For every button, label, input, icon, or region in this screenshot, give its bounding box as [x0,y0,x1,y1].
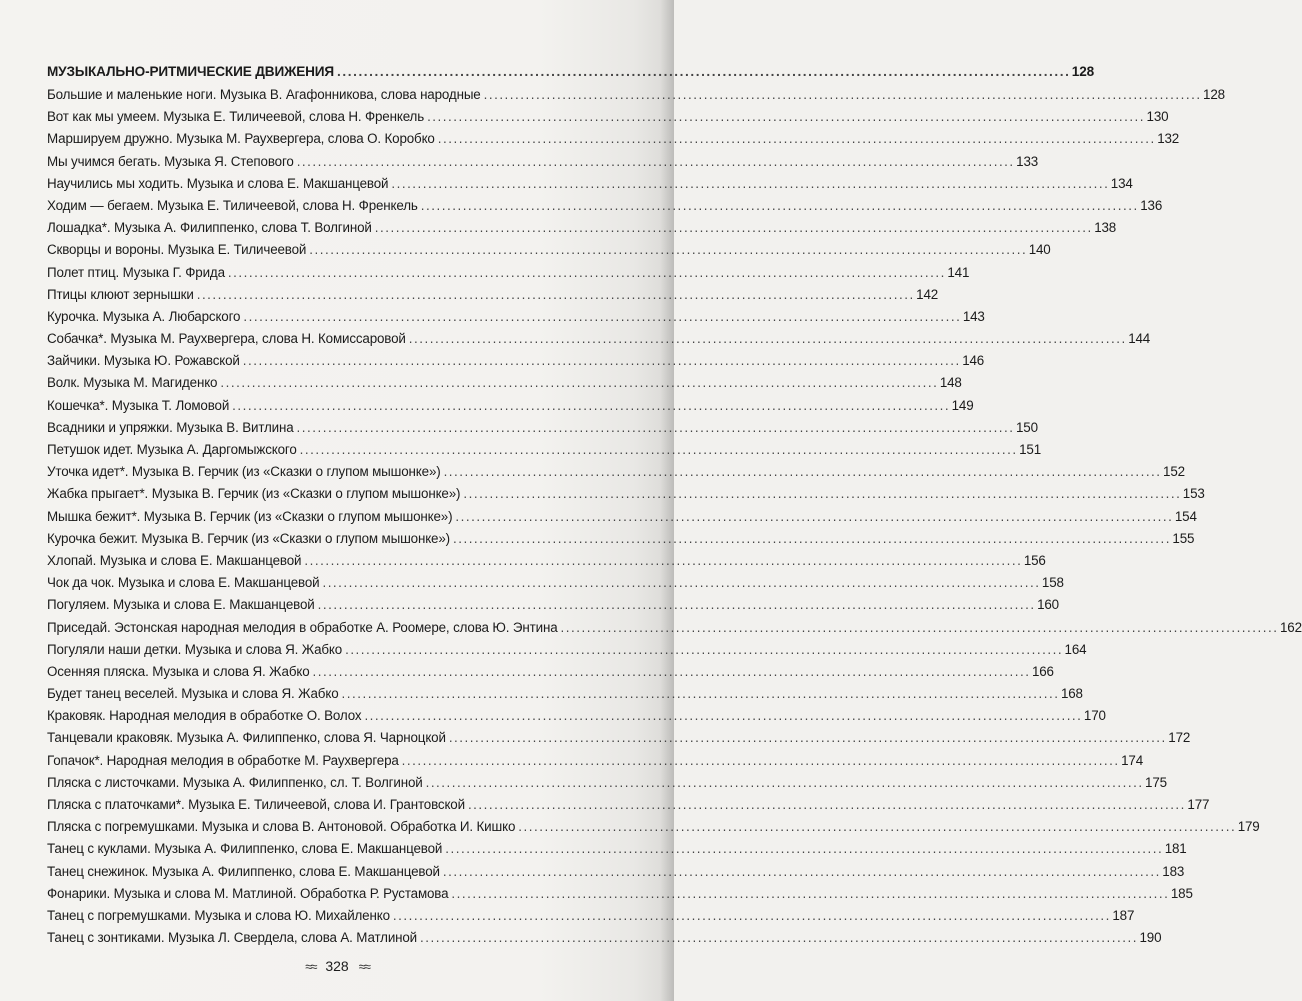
leader-dots [518,816,1233,838]
entry-title: Петушок идет. Музыка А. Даргомыжского [47,442,297,457]
leader-dots [297,417,1012,439]
entry-page-number: 133 [1016,153,1039,169]
entry-title: Осенняя пляска. Музыка и слова Я. Жабко [47,663,310,679]
toc-entry [47,372,962,394]
toc-entry [47,483,1205,505]
toc-entry [47,350,985,372]
entry-page-number: 162 [1279,619,1302,635]
toc-entry [47,151,1039,173]
entry-page-number: 150 [1016,419,1038,435]
leader-dots [243,306,958,328]
entry-title: Птицы клюют зернышки [47,286,194,302]
leader-dots [304,550,1019,572]
toc-entry [47,395,974,417]
toc-entry [47,772,1167,794]
entry-page-number: 128 [1203,87,1225,102]
entry-page-number: 153 [1182,486,1205,502]
entry-page-number: 168 [1060,686,1083,702]
entry-title: Танцевали краковяк. Музыка А. Филиппенко, слова Я. Чарноцкой [47,730,446,746]
leader-dots [318,594,1033,616]
entry-page-number: 142 [916,286,939,302]
leader-dots [438,128,1153,150]
toc-entry [47,128,1180,150]
entry-page-number: 155 [1172,530,1195,546]
entry-title: Пляска с платочками*. Музыка Е. Тиличеевой, слова И. Грантовской [47,797,465,812]
entry-page-number: 170 [1083,708,1106,724]
leader-dots [300,439,1015,461]
section-title: МУЗЫКАЛЬНО-РИТМИЧЕСКИЕ ДВИЖЕНИЯ [47,64,335,79]
leader-dots [197,284,912,306]
toc-entry [47,306,985,328]
toc-entry [47,106,1169,128]
leader-dots [232,395,947,417]
toc-entry [47,572,1064,594]
leader-dots [364,705,1079,727]
entry-title: Будет танец веселей. Музыка и слова Я. Жабко [47,686,339,702]
entry-page-number: 175 [1145,774,1167,790]
leader-dots [561,617,1276,639]
entry-page-number: 140 [1028,242,1051,258]
toc-entry [47,927,1162,949]
entry-title: Погуляли наши детки. Музыка и слова Я. Жабко [47,641,343,657]
entry-page-number: 144 [1128,331,1151,347]
entry-title: Гопачок*. Народная мелодия в обработке М. Раухвергера [47,752,399,768]
toc-entry [47,417,1038,439]
entry-title: Танец с зонтиками. Музыка Л. Свердела, слова А. Матлиной [47,930,418,946]
toc-entry [47,239,1051,261]
entry-page-number: 181 [1164,841,1187,857]
entry-title: Уточка идет*. Музыка В. Герчик (из «Сказки о глупом мышонке») [47,464,441,480]
entry-page-number: 154 [1174,508,1197,524]
entry-page-number: 143 [962,308,985,324]
entry-title: Маршируем дружно. Музыка М. Раухвергера, слова О. Коробко [47,131,435,147]
entry-title: Танец с куклами. Музыка А. Филиппенко, слова Е. Макшанцевой [47,841,443,857]
entry-page-number: 160 [1037,597,1059,613]
footer-ornament-right: ≈≈ [358,959,369,974]
leader-dots [243,350,958,372]
toc-entry [47,195,1163,217]
toc-entry [47,594,1059,616]
toc-entry [47,84,1225,106]
toc-entry [47,550,1046,572]
entry-page-number: 164 [1064,641,1087,657]
entry-page-number: 174 [1121,752,1144,768]
entry-page-number: 179 [1237,819,1260,835]
toc-entry [47,173,1133,195]
leader-dots [427,106,1142,128]
entry-title: Ходим — бегаем. Музыка Е. Тиличеевой, слова Н. Френкель [47,197,418,213]
leader-dots [455,506,1170,528]
toc-entry [47,705,1106,727]
toc-entry [47,528,1195,550]
leader-dots [463,483,1178,505]
leader-dots [375,217,1090,239]
entry-title: Краковяк. Народная мелодия в обработке О. Волох [47,708,362,724]
toc-entry [47,439,1042,461]
leader-dots [322,572,1037,594]
entry-title: Зайчики. Музыка Ю. Рожавской [47,353,240,369]
entry-page-number: 149 [951,397,974,413]
toc-entry [47,461,1185,483]
entry-title: Курочка бежит. Музыка В. Герчик (из «Сказки о глупом мышонке») [47,530,450,546]
table-of-contents [47,60,1302,949]
entry-page-number: 146 [962,353,985,369]
toc-entry [47,661,1054,683]
entry-page-number: 151 [1019,442,1042,457]
toc-entry [47,639,1087,661]
toc-section-heading [47,60,1095,84]
leader-dots [426,772,1141,794]
leader-dots [402,750,1117,772]
entry-title: Погуляем. Музыка и слова Е. Макшанцевой [47,597,315,613]
entry-page-number: 136 [1140,197,1163,213]
entry-page-number: 190 [1139,930,1162,946]
entry-title: Научились мы ходить. Музыка и слова Е. Макшанцевой [47,175,389,191]
leader-dots [449,727,1164,749]
leader-dots [453,528,1168,550]
toc-entry [47,727,1191,749]
leader-dots [421,195,1136,217]
toc-entry [47,750,1144,772]
entry-page-number: 156 [1023,552,1046,568]
entry-title: Пляска с листочками. Музыка А. Филиппенко, сл. Т. Волгиной [47,774,423,790]
entry-page-number: 185 [1170,885,1193,901]
entry-title: Скворцы и вороны. Музыка Е. Тиличеевой [47,242,307,258]
entry-page-number: 141 [947,264,970,280]
entry-page-number: 166 [1031,663,1054,679]
entry-title: Чок да чок. Музыка и слова Е. Макшанцевой [47,575,320,591]
leader-dots [313,661,1028,683]
toc-entry [47,328,1151,350]
entry-title: Танец с погремушками. Музыка и слова Ю. Михайленко [47,907,390,923]
toc-entry [47,683,1083,705]
toc-entry [47,284,939,306]
leader-dots [345,639,1060,661]
toc-entry [47,617,1302,639]
entry-page-number: 134 [1110,175,1133,191]
entry-title: Лошадка*. Музыка А. Филиппенко, слова Т. Волгиной [47,220,372,236]
entry-title: Приседай. Эстонская народная мелодия в обработке А. Роомере, слова Ю. Энтина [47,619,558,635]
entry-page-number: 172 [1168,730,1191,746]
page-footer [0,958,674,974]
entry-title: Мы учимся бегать. Музыка Я. Степового [47,153,294,169]
entry-page-number: 138 [1094,220,1117,236]
entry-title: Мышка бежит*. Музыка В. Герчик (из «Сказки о глупом мышонке») [47,508,453,524]
leader-dots [445,838,1160,860]
toc-entry [47,816,1260,838]
entry-title: Кошечка*. Музыка Т. Ломовой [47,397,230,413]
entry-title: Жабка прыгает*. Музыка В. Герчик (из «Сказки о глупом мышонке») [47,486,461,502]
entry-title: Вот как мы умеем. Музыка Е. Тиличеевой, слова Н. Френкель [47,109,425,125]
toc-entry [47,794,1210,816]
entry-title: Курочка. Музыка А. Любарского [47,308,241,324]
entry-title: Хлопай. Музыка и слова Е. Макшанцевой [47,552,302,568]
entry-title: Большие и маленькие ноги. Музыка В. Агафонникова, слова народные [47,87,481,102]
leader-dots [228,262,943,284]
leader-dots [393,905,1108,927]
toc-entry [47,506,1197,528]
leader-dots [391,173,1106,195]
leader-dots [337,60,1068,84]
toc-entry [47,905,1135,927]
toc-entry [47,217,1117,239]
toc-entry [47,861,1185,883]
entry-page-number: 132 [1157,131,1180,147]
entry-title: Танец снежинок. Музыка А. Филиппенко, слова Е. Макшанцевой [47,863,440,879]
entry-title: Собачка*. Музыка М. Раухвергера, слова Н. Комиссаровой [47,331,406,347]
leader-dots [443,861,1158,883]
entry-page-number: 158 [1041,575,1064,591]
leader-dots [409,328,1124,350]
toc-entry [47,883,1193,905]
entry-title: Фонарики. Музыка и слова М. Матлиной. Обработка Р. Рустамова [47,885,449,901]
leader-dots [468,794,1183,816]
toc-entry [47,262,970,284]
entry-title: Полет птиц. Музыка Г. Фрида [47,264,225,280]
footer-page-number: 328 [325,958,349,974]
leader-dots [297,151,1012,173]
entry-page-number: 152 [1163,464,1185,480]
footer-ornament-left: ≈≈ [305,959,316,974]
leader-dots [342,683,1057,705]
leader-dots [220,372,935,394]
toc-entry [47,838,1187,860]
leader-dots [309,239,1024,261]
leader-dots [444,461,1159,483]
leader-dots [484,84,1199,106]
leader-dots [451,883,1166,905]
entry-title: Волк. Музыка М. Магиденко [47,375,218,391]
leader-dots [420,927,1135,949]
entry-title: Пляска с погремушками. Музыка и слова В. Антоновой. Обработка И. Кишко [47,819,516,835]
entry-page-number: 177 [1187,797,1210,812]
entry-page-number: 183 [1162,863,1185,879]
entry-title: Всадники и упряжки. Музыка В. Витлина [47,419,294,435]
section-page-number: 128 [1071,64,1095,79]
entry-page-number: 187 [1112,907,1135,923]
entry-page-number: 148 [939,375,962,391]
entry-page-number: 130 [1146,109,1169,125]
